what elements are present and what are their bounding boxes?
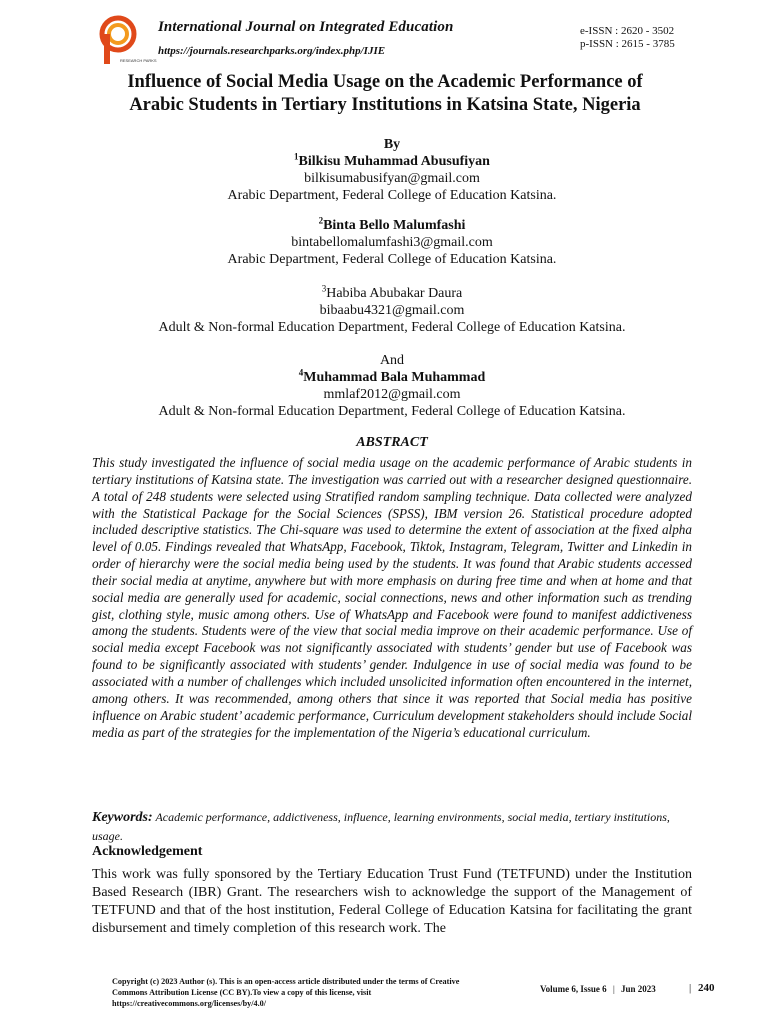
keywords-list: Academic performance, addictiveness, influence, learning environments, social media, tertiary institutions, usage. bbox=[92, 810, 670, 843]
paper-title-line-1: Influence of Social Media Usage on the Academic Performance of bbox=[127, 72, 643, 92]
keywords-label: Keywords: bbox=[92, 810, 153, 825]
author-name: $^2$Binta Bello Malumfashi bbox=[318, 215, 466, 233]
paper-title bbox=[80, 71, 690, 117]
abstract-heading: ABSTRACT bbox=[356, 435, 428, 450]
author-affiliation: Adult & Non-formal Education Department, Federal College of Education Katsina. bbox=[158, 320, 626, 335]
e-issn: e-ISSN : 2620 - 3502 bbox=[580, 25, 675, 37]
and-label: And bbox=[379, 353, 405, 368]
by-label: By bbox=[383, 137, 401, 152]
journal-logo bbox=[96, 16, 157, 68]
volume-issue: Volume 6, Issue 6 bbox=[540, 984, 607, 994]
author-affiliation: Arabic Department, Federal College of Education Katsina. bbox=[227, 252, 557, 267]
page-number: 240 bbox=[697, 982, 715, 994]
author-block-3 bbox=[92, 285, 692, 336]
paper-title-line-2: Arabic Students in Tertiary Institutions in Katsina State, Nigeria bbox=[129, 95, 641, 115]
issue-date: Jun 2023 bbox=[621, 984, 656, 994]
acknowledgement-body: This work was fully sponsored by the Tertiary Education Trust Fund (TETFUND) under the Institution Based Research (IBR) Grant. The researchers wish to acknowledge the support of the Management of TETFUND and that of the host institution, Federal College of Education Katsina for facilitating the grant disbursement and timely completion of this research work. The bbox=[92, 867, 692, 936]
author-name: $^3$Habiba Abubakar Daura bbox=[321, 283, 463, 301]
acknowledgement-heading: Acknowledgement bbox=[92, 844, 203, 859]
author-block-2 bbox=[92, 217, 692, 268]
author-block-4 bbox=[92, 352, 692, 420]
author-email[interactable]: bibaabu4321@gmail.com bbox=[319, 303, 465, 318]
logo-text: RESEARCH PARKS bbox=[120, 58, 157, 63]
author-affiliation: Arabic Department, Federal College of Education Katsina. bbox=[227, 188, 557, 203]
keywords bbox=[92, 808, 692, 846]
issn-block bbox=[580, 25, 675, 51]
volume-separator: | bbox=[612, 984, 615, 994]
author-email[interactable]: bintabellomalumfashi3@gmail.com bbox=[291, 235, 493, 250]
author-name: $^4$Muhammad Bala Muhammad bbox=[298, 367, 486, 385]
author-name: $^1$Bilkisu Muhammad Abusufiyan bbox=[294, 151, 490, 169]
p-issn: p-ISSN : 2615 - 3785 bbox=[580, 38, 675, 50]
copyright-notice: Copyright (c) 2023 Author (s). This is an open-access article distributed under the terms of Creative Commons Attribution License (CC BY).To view a copy of this license, visit https://creativecommons.org/licenses/by/4.0/ bbox=[112, 977, 460, 1008]
author-block-1 bbox=[92, 136, 692, 204]
author-affiliation: Adult & Non-formal Education Department, Federal College of Education Katsina. bbox=[158, 404, 626, 419]
author-email[interactable]: bilkisumabusifyan@gmail.com bbox=[304, 171, 480, 186]
abstract-body: This study investigated the influence of social media usage on the academic performance of Arabic students in tertiary institutions of Katsina state. The investigation was carried out with a researcher designed questionnaire. A total of 248 students were selected using Stratified random sampling technique. Data collected were analyzed with the Statistical Package for the Social Sciences (SPSS), IBM version 26. Statistical procedure adopted included descriptive statistics. The Chi-square was used to determine the extent of association at the fixed alpha level of 0.05. Findings revealed that WhatsApp, Facebook, Tiktok, Instagram, Telegram, Twitter and Linkedin in order of hierarchy were the social media being used by the students. It was found that Arabic students accessed their social media at anytime, anywhere but with more emphasis on during free time and when at home and that social media are generally used for academic, social connections, news and other information such as trending gist, clothing style, music among others. Use of WhatsApp and Facebook were found to manifest addictiveness among the students. Students were of the view that social media improve on their academic performance. Use of social media except Facebook was not significantly associated with students’ gender but use of Facebook was found to be significantly associated with students’ gender. Indulgence in use of social media was found to be associated with a number of challenges which included unsolicited information often encountered in the internet, among others. It was recommended, among others that since it was reported that Social media has positive influence on Arabic student’ academic performance, Curriculum development stakeholders should include Social media as part of the strategies for the implementation of the Nigeria’s educational curriculum. bbox=[92, 455, 692, 740]
volume-info bbox=[540, 984, 656, 994]
author-email[interactable]: mmlaf2012@gmail.com bbox=[323, 387, 461, 402]
page-number-block bbox=[685, 982, 714, 994]
journal-url[interactable]: https://journals.researchparks.org/index.php/IJIE bbox=[158, 45, 386, 57]
journal-title: International Journal on Integrated Education bbox=[158, 19, 454, 35]
page-separator: | bbox=[689, 982, 692, 994]
